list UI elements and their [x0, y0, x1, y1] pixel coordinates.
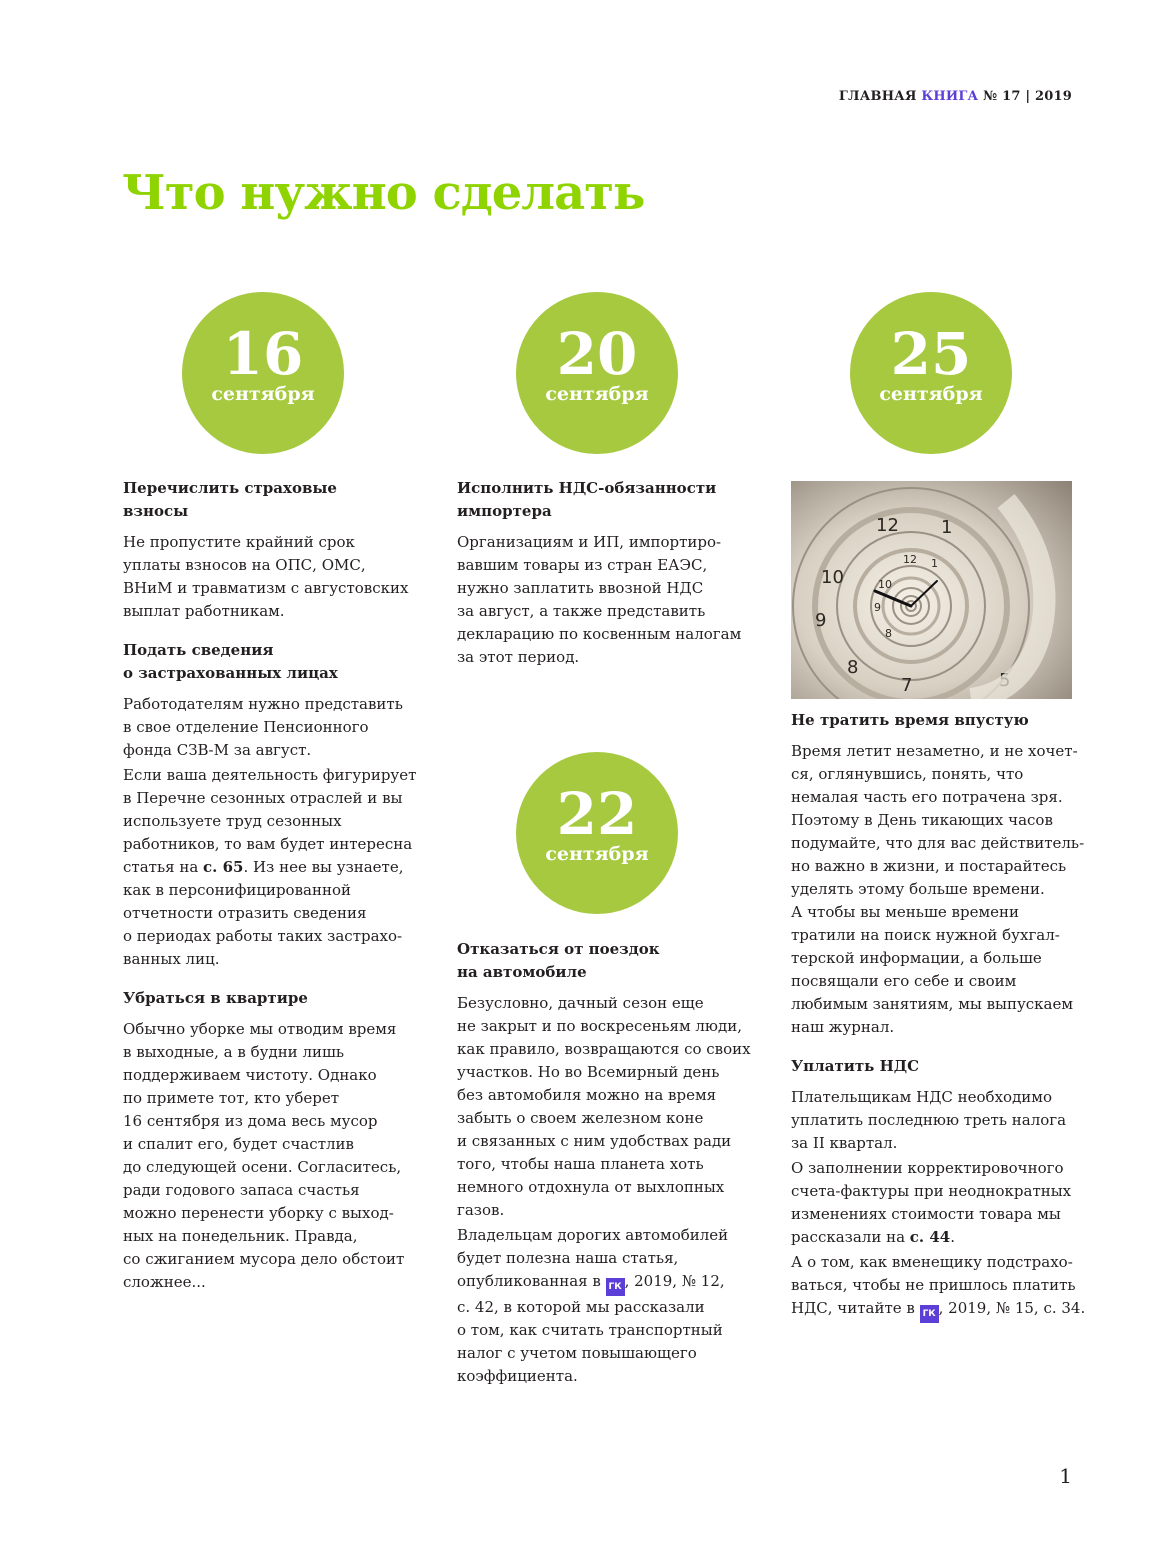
paragraph-dont-waste-time: Время летит незаметно, и не хочет- ся, оглянувшись, понять, что немалая часть его потрачена зря. Поэтому в День тикающих часов подумайте, что для вас действитель- но важно в жизни, и постарайтесь уделять этому больше времени. А чтобы вы меньше времени тратили на поиск нужной бухгал- терской информации, а больше посвящали его себе и своим любимым занятиям, мы выпускаем наш журнал. — [791, 742, 1085, 1036]
issue-number: № 17 | 2019 — [983, 89, 1072, 104]
svg-text:1: 1 — [941, 517, 953, 538]
gk-logo-icon: ГК — [606, 1278, 625, 1296]
date-day: 16 — [222, 320, 304, 388]
paragraph-clean-apartment: Обычно уборке мы отводим время в выходные, а в будни лишь поддерживаем чистоту. Однако по примете тот, кто уберет 16 сентября из дома весь мусор и спалит его, будет счастлив до следующей осени. Согласитесь, ради годового запаса счастья можно перенести уборку с выход- ных на понедельник. Правда, со сжиганием мусора дело обстоит сложнее... — [123, 1020, 405, 1291]
page-title: Что нужно сделать — [122, 165, 645, 221]
date-month: сентября — [545, 843, 649, 865]
date-month: сентября — [879, 383, 983, 405]
gk-logo-icon: ГК — [920, 1305, 939, 1323]
heading-no-car: Отказаться от поездок на автомобиле — [457, 940, 660, 981]
date-circle-25 — [850, 292, 1012, 454]
brand-name-part2: КНИГА — [921, 89, 979, 104]
page-reference-link[interactable]: с. 65 — [203, 858, 244, 876]
heading-dont-waste-time: Не тратить время впустую — [791, 711, 1029, 729]
heading-clean-apartment: Убраться в квартире — [123, 989, 308, 1007]
svg-text:12: 12 — [876, 515, 899, 536]
page-number: 1 — [1059, 1464, 1072, 1488]
paragraph-vat-insurance: А о том, как вменещику подстрахо- ваться, чтобы не пришлось платить НДС, читайте в ГК , 2019, № 15, с. 34. — [791, 1251, 1091, 1323]
paragraph-importer-vat: Организациям и ИП, импортиро- вавшим товары из стран ЕАЭС, нужно заплатить ввозной НДС за август, а также представить декларацию по косвенным налогам за этот период. — [457, 533, 742, 666]
paragraph-seasonal-workers: Если ваша деятельность фигурирует в Перечне сезонных отраслей и вы используете труд сезонных работников, то вам будет интересна статья на с. 65. Из нее вы узнаете, как в персонифицированной отчетности отразить сведения о периодах работы таких застрахо- ванных лиц. — [123, 766, 417, 968]
paragraph-transport-tax: Владельцам дорогих автомобилей будет полезна наша статья, опубликованная в ГК , 2019, № 12, с. 42, в которой мы рассказали о том, как считать транспортный налог с учетом повышающего коэффициента. — [457, 1226, 729, 1385]
date-month: сентября — [211, 383, 315, 405]
page-reference-link[interactable]: с. 44 — [909, 1228, 951, 1246]
paragraph-correction-invoice: О заполнении корректировочного счета-фактуры при неоднократных изменениях стоимости товара мы рассказали на с. 44. — [791, 1159, 1072, 1246]
svg-text:12: 12 — [903, 553, 917, 566]
heading-importer-vat: Исполнить НДС-обязанности импортера — [457, 479, 717, 520]
date-month: сентября — [545, 383, 649, 405]
column-sept-20 — [457, 477, 757, 669]
svg-text:8: 8 — [847, 657, 859, 678]
date-day: 20 — [556, 320, 638, 388]
svg-text:9: 9 — [815, 610, 827, 631]
date-circle-22 — [516, 752, 678, 914]
heading-insured-persons: Подать сведения о застрахованных лицах — [123, 641, 338, 682]
paragraph-pay-vat: Плательщикам НДС необходимо уплатить последнюю треть налога за II квартал. — [791, 1088, 1067, 1152]
heading-pay-vat: Уплатить НДС — [791, 1057, 920, 1075]
svg-text:7: 7 — [901, 675, 913, 696]
brand-name-part1: ГЛАВНАЯ — [838, 89, 917, 104]
date-circle-16 — [182, 292, 344, 454]
spiral-clock-photo — [791, 481, 1072, 699]
column-sept-22 — [457, 938, 757, 1388]
column-sept-25 — [791, 709, 1091, 1323]
column-sept-16 — [123, 477, 423, 1294]
svg-text:10: 10 — [878, 578, 892, 591]
paragraph-szv-m: Работодателям нужно представить в свое отделение Пенсионного фонда СЗВ-М за август. — [123, 695, 403, 759]
svg-text:8: 8 — [885, 627, 892, 640]
heading-insurance-contributions: Перечислить страховые взносы — [123, 479, 337, 520]
svg-text:5: 5 — [999, 670, 1011, 691]
svg-text:9: 9 — [874, 601, 881, 614]
date-day: 22 — [556, 780, 638, 848]
svg-text:1: 1 — [931, 557, 938, 570]
magazine-header — [839, 89, 1072, 104]
paragraph-insurance-contributions: Не пропустите крайний срок уплаты взносов на ОПС, ОМС, ВНиМ и травматизм с августовских выплат работникам. — [123, 533, 409, 620]
date-circle-20 — [516, 292, 678, 454]
paragraph-no-car: Безусловно, дачный сезон еще не закрыт и по воскресеньям люди, как правило, возвращаются со своих участков. Но во Всемирный день без автомобиля можно на время забыть о своем железном коне и связанных с ним удобствах ради того, чтобы наша планета хоть немного отдохнула от выхлопных газов. — [457, 994, 751, 1219]
svg-text:10: 10 — [821, 567, 844, 588]
date-day: 25 — [890, 320, 972, 388]
